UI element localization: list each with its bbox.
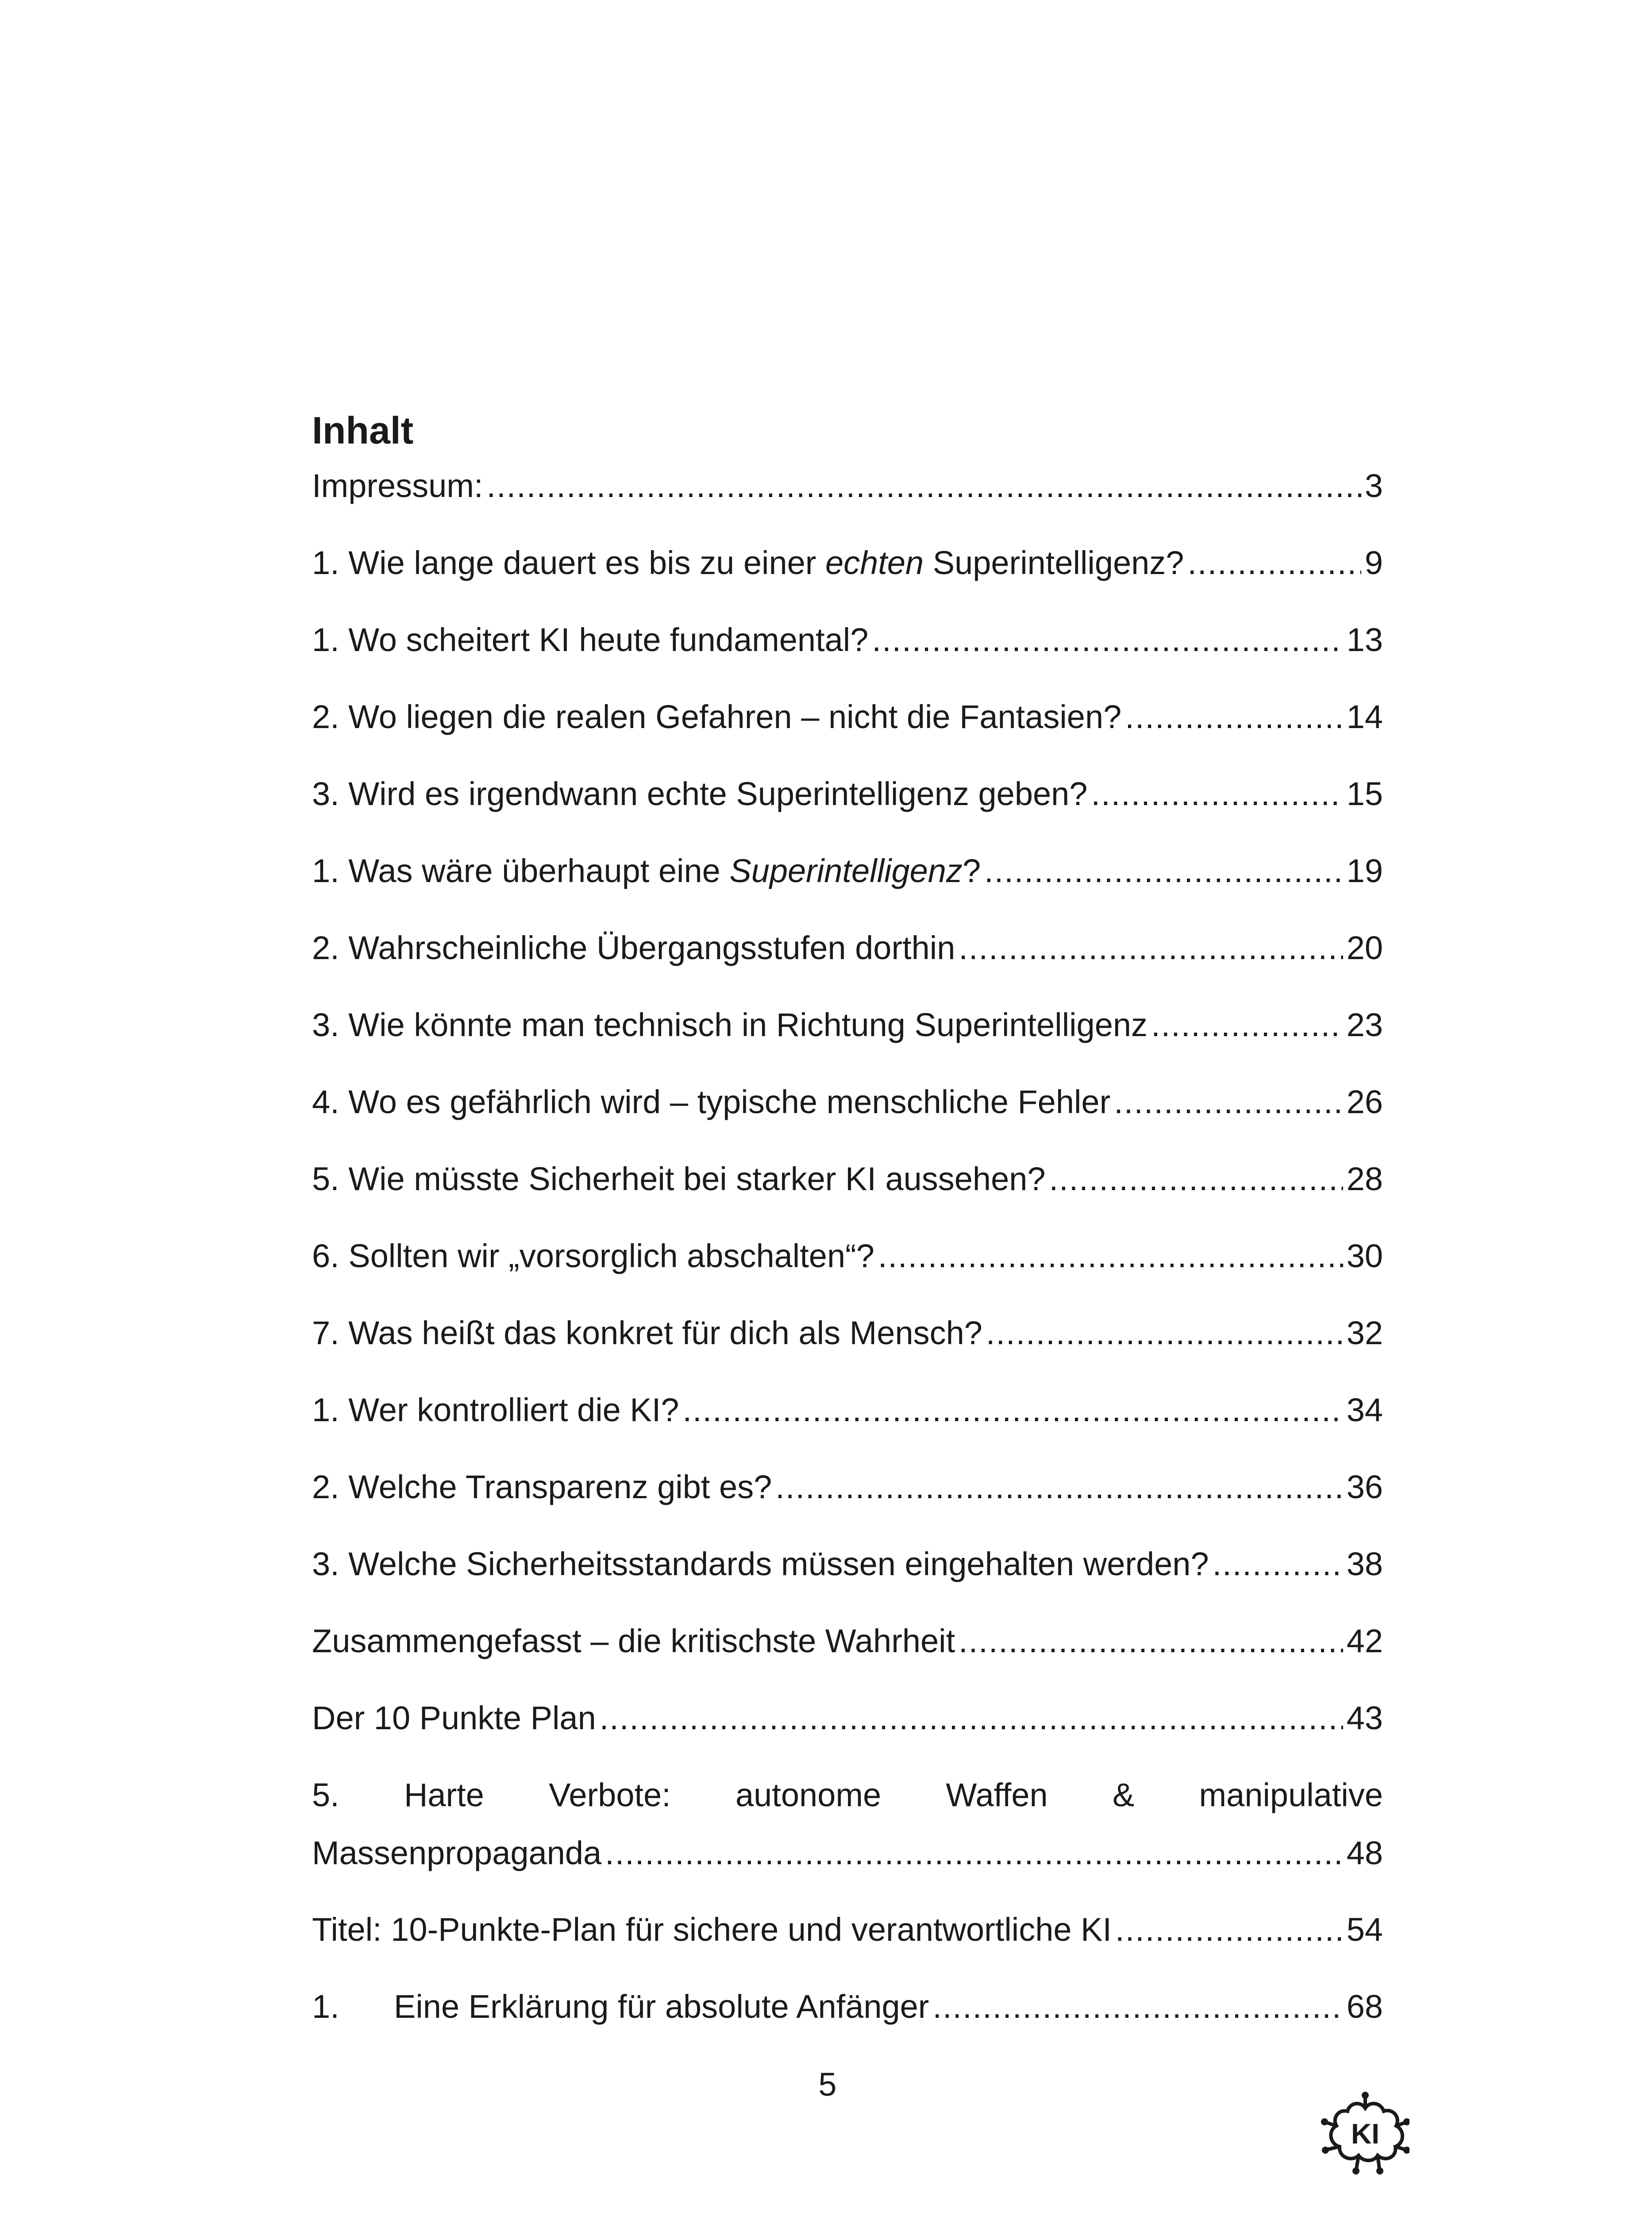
toc-entry-label: 2. Welche Transparenz gibt es? — [312, 1469, 772, 1505]
toc-entry-label-emphasis: echten — [825, 544, 924, 581]
toc-page-number: 14 — [1346, 698, 1383, 735]
toc-word: Waffen — [946, 1777, 1048, 1813]
toc-page-number: 48 — [1346, 1835, 1383, 1871]
toc-leader — [1091, 765, 1343, 823]
toc-entry-label: 6. Sollten wir „vorsorglich abschalten“? — [312, 1238, 874, 1274]
toc-entry[interactable] — [312, 1612, 1383, 1689]
toc-entry[interactable] — [312, 1227, 1383, 1304]
toc-word: Verbote: — [549, 1777, 671, 1813]
toc-entry-label-text: Eine Erklärung für absolute Anfänger — [394, 1988, 929, 2025]
toc-entry[interactable] — [312, 842, 1383, 919]
toc-entry-label: 3. Wird es irgendwann echte Superintelligenz geben? — [312, 775, 1088, 812]
toc-entry[interactable] — [312, 1150, 1383, 1227]
toc-page-number: 30 — [1346, 1238, 1383, 1274]
toc-entry[interactable] — [312, 1978, 1383, 2055]
toc-entry-label — [312, 1978, 929, 2036]
toc-page-number: 54 — [1346, 1911, 1383, 1948]
toc-entry-label — [312, 534, 1184, 592]
toc-page-number: 43 — [1346, 1700, 1383, 1736]
toc-page-number: 26 — [1346, 1083, 1383, 1120]
toc-leader — [984, 842, 1343, 900]
toc-entry-label: 3. Wie könnte man technisch in Richtung Superintelligenz — [312, 1006, 1148, 1043]
toc-entry-line1 — [312, 1766, 1383, 1824]
toc-entry[interactable] — [312, 1381, 1383, 1458]
toc-entry[interactable] — [312, 457, 1383, 534]
toc-entry-label: Der 10 Punkte Plan — [312, 1700, 596, 1736]
toc-entry-label-pre: 1. Was wäre überhaupt eine — [312, 852, 730, 889]
toc-word: & — [1112, 1777, 1135, 1813]
toc-entry-line2 — [312, 1824, 1383, 1882]
toc-leader — [1151, 996, 1343, 1054]
toc-word: 5. — [312, 1777, 339, 1813]
toc-leader — [1114, 1073, 1343, 1131]
toc-leader — [682, 1381, 1343, 1439]
toc-entry[interactable] — [312, 688, 1383, 765]
toc-entry-label: Impressum: — [312, 467, 483, 504]
toc-entry[interactable] — [312, 765, 1383, 842]
toc-entry[interactable] — [312, 1304, 1383, 1381]
toc-entry[interactable] — [312, 534, 1383, 611]
toc-word: manipulative — [1199, 1777, 1383, 1813]
table-of-contents — [312, 406, 1383, 2055]
toc-leader — [1125, 688, 1343, 746]
toc-entry-label: Zusammengefasst – die kritischste Wahrheit — [312, 1623, 955, 1659]
toc-title: Inhalt — [312, 409, 414, 452]
toc-entry-label: Massenpropaganda — [312, 1835, 602, 1871]
toc-entry-label-emphasis: Superintelligenz — [729, 852, 963, 889]
toc-page-number: 20 — [1346, 929, 1383, 966]
toc-page-number: 42 — [1346, 1623, 1383, 1659]
toc-page-number: 23 — [1346, 1006, 1383, 1043]
toc-page-number: 38 — [1346, 1546, 1383, 1582]
toc-entry-label: Titel: 10-Punkte-Plan für sichere und verantwortliche KI — [312, 1911, 1112, 1948]
toc-entry[interactable] — [312, 1073, 1383, 1150]
toc-word: autonome — [736, 1777, 882, 1813]
toc-entry-label: 2. Wo liegen die realen Gefahren – nicht die Fantasien? — [312, 698, 1122, 735]
toc-page-number: 34 — [1346, 1392, 1383, 1428]
toc-entry-wrapped[interactable] — [312, 1766, 1383, 1901]
toc-entry-label: 4. Wo es gefährlich wird – typische menschliche Fehler — [312, 1083, 1111, 1120]
page-number: 5 — [818, 2066, 837, 2103]
toc-page-number: 15 — [1346, 775, 1383, 812]
toc-entry[interactable] — [312, 1901, 1383, 1978]
brain-ki-icon — [1321, 2091, 1409, 2175]
toc-entry-label — [312, 842, 981, 900]
toc-leader — [1115, 1901, 1343, 1959]
toc-entry[interactable] — [312, 1535, 1383, 1612]
toc-entry[interactable] — [312, 919, 1383, 996]
toc-entry-label: 3. Welche Sicherheitsstandards müssen eingehalten werden? — [312, 1546, 1209, 1582]
toc-entry-label: 2. Wahrscheinliche Übergangsstufen dorthin — [312, 929, 955, 966]
toc-leader — [872, 611, 1343, 669]
toc-leader — [878, 1227, 1343, 1285]
logo-text: KI — [1351, 2118, 1379, 2150]
toc-leader — [487, 457, 1361, 515]
toc-page-number: 13 — [1346, 621, 1383, 658]
toc-page-number: 3 — [1364, 467, 1383, 504]
toc-entry-number: 1. — [312, 1988, 339, 2025]
toc-entry-label-post: ? — [962, 852, 981, 889]
toc-leader — [605, 1824, 1343, 1882]
toc-page-number: 19 — [1346, 852, 1383, 889]
toc-leader — [600, 1689, 1343, 1747]
toc-entry-label: 1. Wer kontrolliert die KI? — [312, 1392, 679, 1428]
toc-page-number: 9 — [1364, 544, 1383, 581]
toc-page-number: 32 — [1346, 1315, 1383, 1351]
toc-leader — [1187, 534, 1361, 592]
toc-page-number: 68 — [1346, 1988, 1383, 2025]
toc-leader — [932, 1978, 1343, 2036]
toc-entry[interactable] — [312, 611, 1383, 688]
toc-word: Harte — [404, 1777, 484, 1813]
toc-entry[interactable] — [312, 996, 1383, 1073]
toc-entry-label-pre: 1. Wie lange dauert es bis zu einer — [312, 544, 825, 581]
toc-leader — [959, 1612, 1343, 1670]
toc-leader — [986, 1304, 1343, 1362]
toc-leader — [1049, 1150, 1343, 1208]
toc-page-number: 36 — [1346, 1469, 1383, 1505]
toc-entry[interactable] — [312, 1689, 1383, 1766]
toc-leader — [775, 1458, 1343, 1516]
toc-leader — [959, 919, 1343, 977]
toc-page-number: 28 — [1346, 1160, 1383, 1197]
toc-entry[interactable] — [312, 1458, 1383, 1535]
toc-entry-label: 5. Wie müsste Sicherheit bei starker KI aussehen? — [312, 1160, 1046, 1197]
toc-entry-label: 7. Was heißt das konkret für dich als Mensch? — [312, 1315, 982, 1351]
toc-leader — [1213, 1535, 1343, 1593]
toc-entry-label: 1. Wo scheitert KI heute fundamental? — [312, 621, 869, 658]
toc-entry-label-post: Superintelligenz? — [924, 544, 1184, 581]
